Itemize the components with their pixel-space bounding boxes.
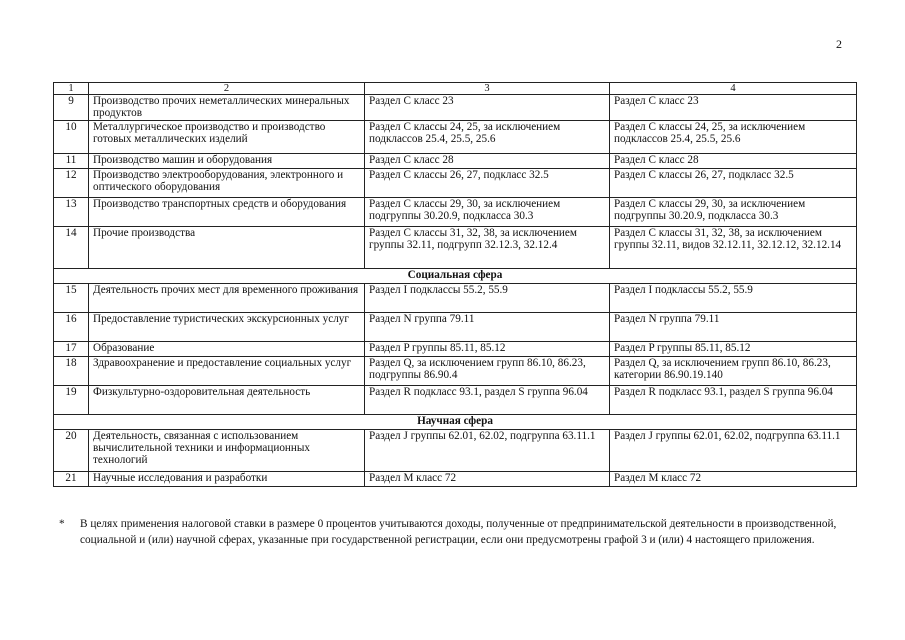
okved-code-col4: Раздел C класс 28 [610,153,857,168]
okved-code-col3: Раздел I подклассы 55.2, 55.9 [365,283,610,312]
table-row [54,168,857,197]
activity-name: Физкультурно-оздоровительная деятельность [89,385,365,414]
activity-name: Деятельность, связанная с использованием вычислительной техники и информационных технологий [89,429,365,471]
okved-code-col3: Раздел P группы 85.11, 85.12 [365,341,610,356]
table-row [54,429,857,471]
okved-code-col3: Раздел C классы 26, 27, подкласс 32.5 [365,168,610,197]
table-row [54,226,857,268]
activity-name: Деятельность прочих мест для временного проживания [89,283,365,312]
okved-code-col3: Раздел C классы 29, 30, за исключением подгруппы 30.20.9, подкласса 30.3 [365,197,610,226]
okved-code-col3: Раздел R подкласс 93.1, раздел S группа 96.04 [365,385,610,414]
okved-code-col4: Раздел C классы 31, 32, 38, за исключением группы 32.11, видов 32.12.11, 32.12.12, 32.12.14 [610,226,857,268]
row-number: 18 [54,356,89,385]
activity-name: Образование [89,341,365,356]
activity-name: Производство электрооборудования, электронного и оптического оборудования [89,168,365,197]
column-number: 1 [54,83,89,95]
activity-name: Научные исследования и разработки [89,471,365,486]
column-number: 3 [365,83,610,95]
okved-code-col3: Раздел N группа 79.11 [365,312,610,341]
okved-code-col4: Раздел J группы 62.01, 62.02, подгруппа 63.11.1 [610,429,857,471]
okved-code-col4: Раздел N группа 79.11 [610,312,857,341]
okved-code-col4: Раздел M класс 72 [610,471,857,486]
row-number: 10 [54,120,89,153]
activity-name: Производство прочих неметаллических минеральных продуктов [89,95,365,121]
row-number: 21 [54,471,89,486]
table-row [54,341,857,356]
footnote-text: В целях применения налоговой ставки в размере 0 процентов учитываются доходы, полученные от предпринимательской деятельности в производственной, социальной и (или) научной сферах, указанные при государственной регистрации, если они предусмотрены графой 3 и (или) 4 настоящего приложения. [80,518,837,547]
row-number: 16 [54,312,89,341]
footnote [59,516,859,549]
activity-name: Металлургическое производство и производство готовых металлических изделий [89,120,365,153]
activity-name: Прочие производства [89,226,365,268]
okved-code-col4: Раздел P группы 85.11, 85.12 [610,341,857,356]
okved-code-col3: Раздел Q, за исключением групп 86.10, 86.23, подгруппы 86.90.4 [365,356,610,385]
okved-code-col3: Раздел J группы 62.01, 62.02, подгруппа 63.11.1 [365,429,610,471]
okved-code-col3: Раздел C класс 23 [365,95,610,121]
okved-code-col4: Раздел I подклассы 55.2, 55.9 [610,283,857,312]
column-number: 4 [610,83,857,95]
table-row [54,385,857,414]
okved-code-col3: Раздел C классы 24, 25, за исключением подклассов 25.4, 25.5, 25.6 [365,120,610,153]
table-row [54,120,857,153]
okved-code-col4: Раздел C классы 24, 25, за исключением подклассов 25.4, 25.5, 25.6 [610,120,857,153]
table-row [54,197,857,226]
row-number: 20 [54,429,89,471]
table-row [54,356,857,385]
activity-name: Производство машин и оборудования [89,153,365,168]
okved-code-col4: Раздел C класс 23 [610,95,857,121]
row-number: 12 [54,168,89,197]
row-number: 11 [54,153,89,168]
activity-name: Предоставление туристических экскурсионных услуг [89,312,365,341]
section-title: Социальная сфера [54,268,857,283]
activity-name: Здравоохранение и предоставление социальных услуг [89,356,365,385]
section-header-row [54,268,857,283]
row-number: 19 [54,385,89,414]
column-number: 2 [89,83,365,95]
table-row [54,95,857,121]
row-number: 9 [54,95,89,121]
row-number: 17 [54,341,89,356]
okved-code-col4: Раздел R подкласс 93.1, раздел S группа 96.04 [610,385,857,414]
table-row [54,153,857,168]
okved-code-col3: Раздел M класс 72 [365,471,610,486]
activities-table [53,82,857,487]
okved-code-col3: Раздел C классы 31, 32, 38, за исключением группы 32.11, подгрупп 32.12.3, 32.12.4 [365,226,610,268]
row-number: 14 [54,226,89,268]
okved-code-col3: Раздел C класс 28 [365,153,610,168]
row-number: 15 [54,283,89,312]
table-row [54,312,857,341]
column-number-row [54,83,857,95]
okved-code-col4: Раздел Q, за исключением групп 86.10, 86.23, категории 86.90.19.140 [610,356,857,385]
okved-code-col4: Раздел C классы 29, 30, за исключением подгруппы 30.20.9, подкласса 30.3 [610,197,857,226]
section-title: Научная сфера [54,414,857,429]
table-row [54,471,857,486]
row-number: 13 [54,197,89,226]
footnote-mark: * [59,518,65,530]
okved-code-col4: Раздел C классы 26, 27, подкласс 32.5 [610,168,857,197]
page-number: 2 [836,37,842,51]
table-row [54,283,857,312]
section-header-row [54,414,857,429]
activity-name: Производство транспортных средств и оборудования [89,197,365,226]
